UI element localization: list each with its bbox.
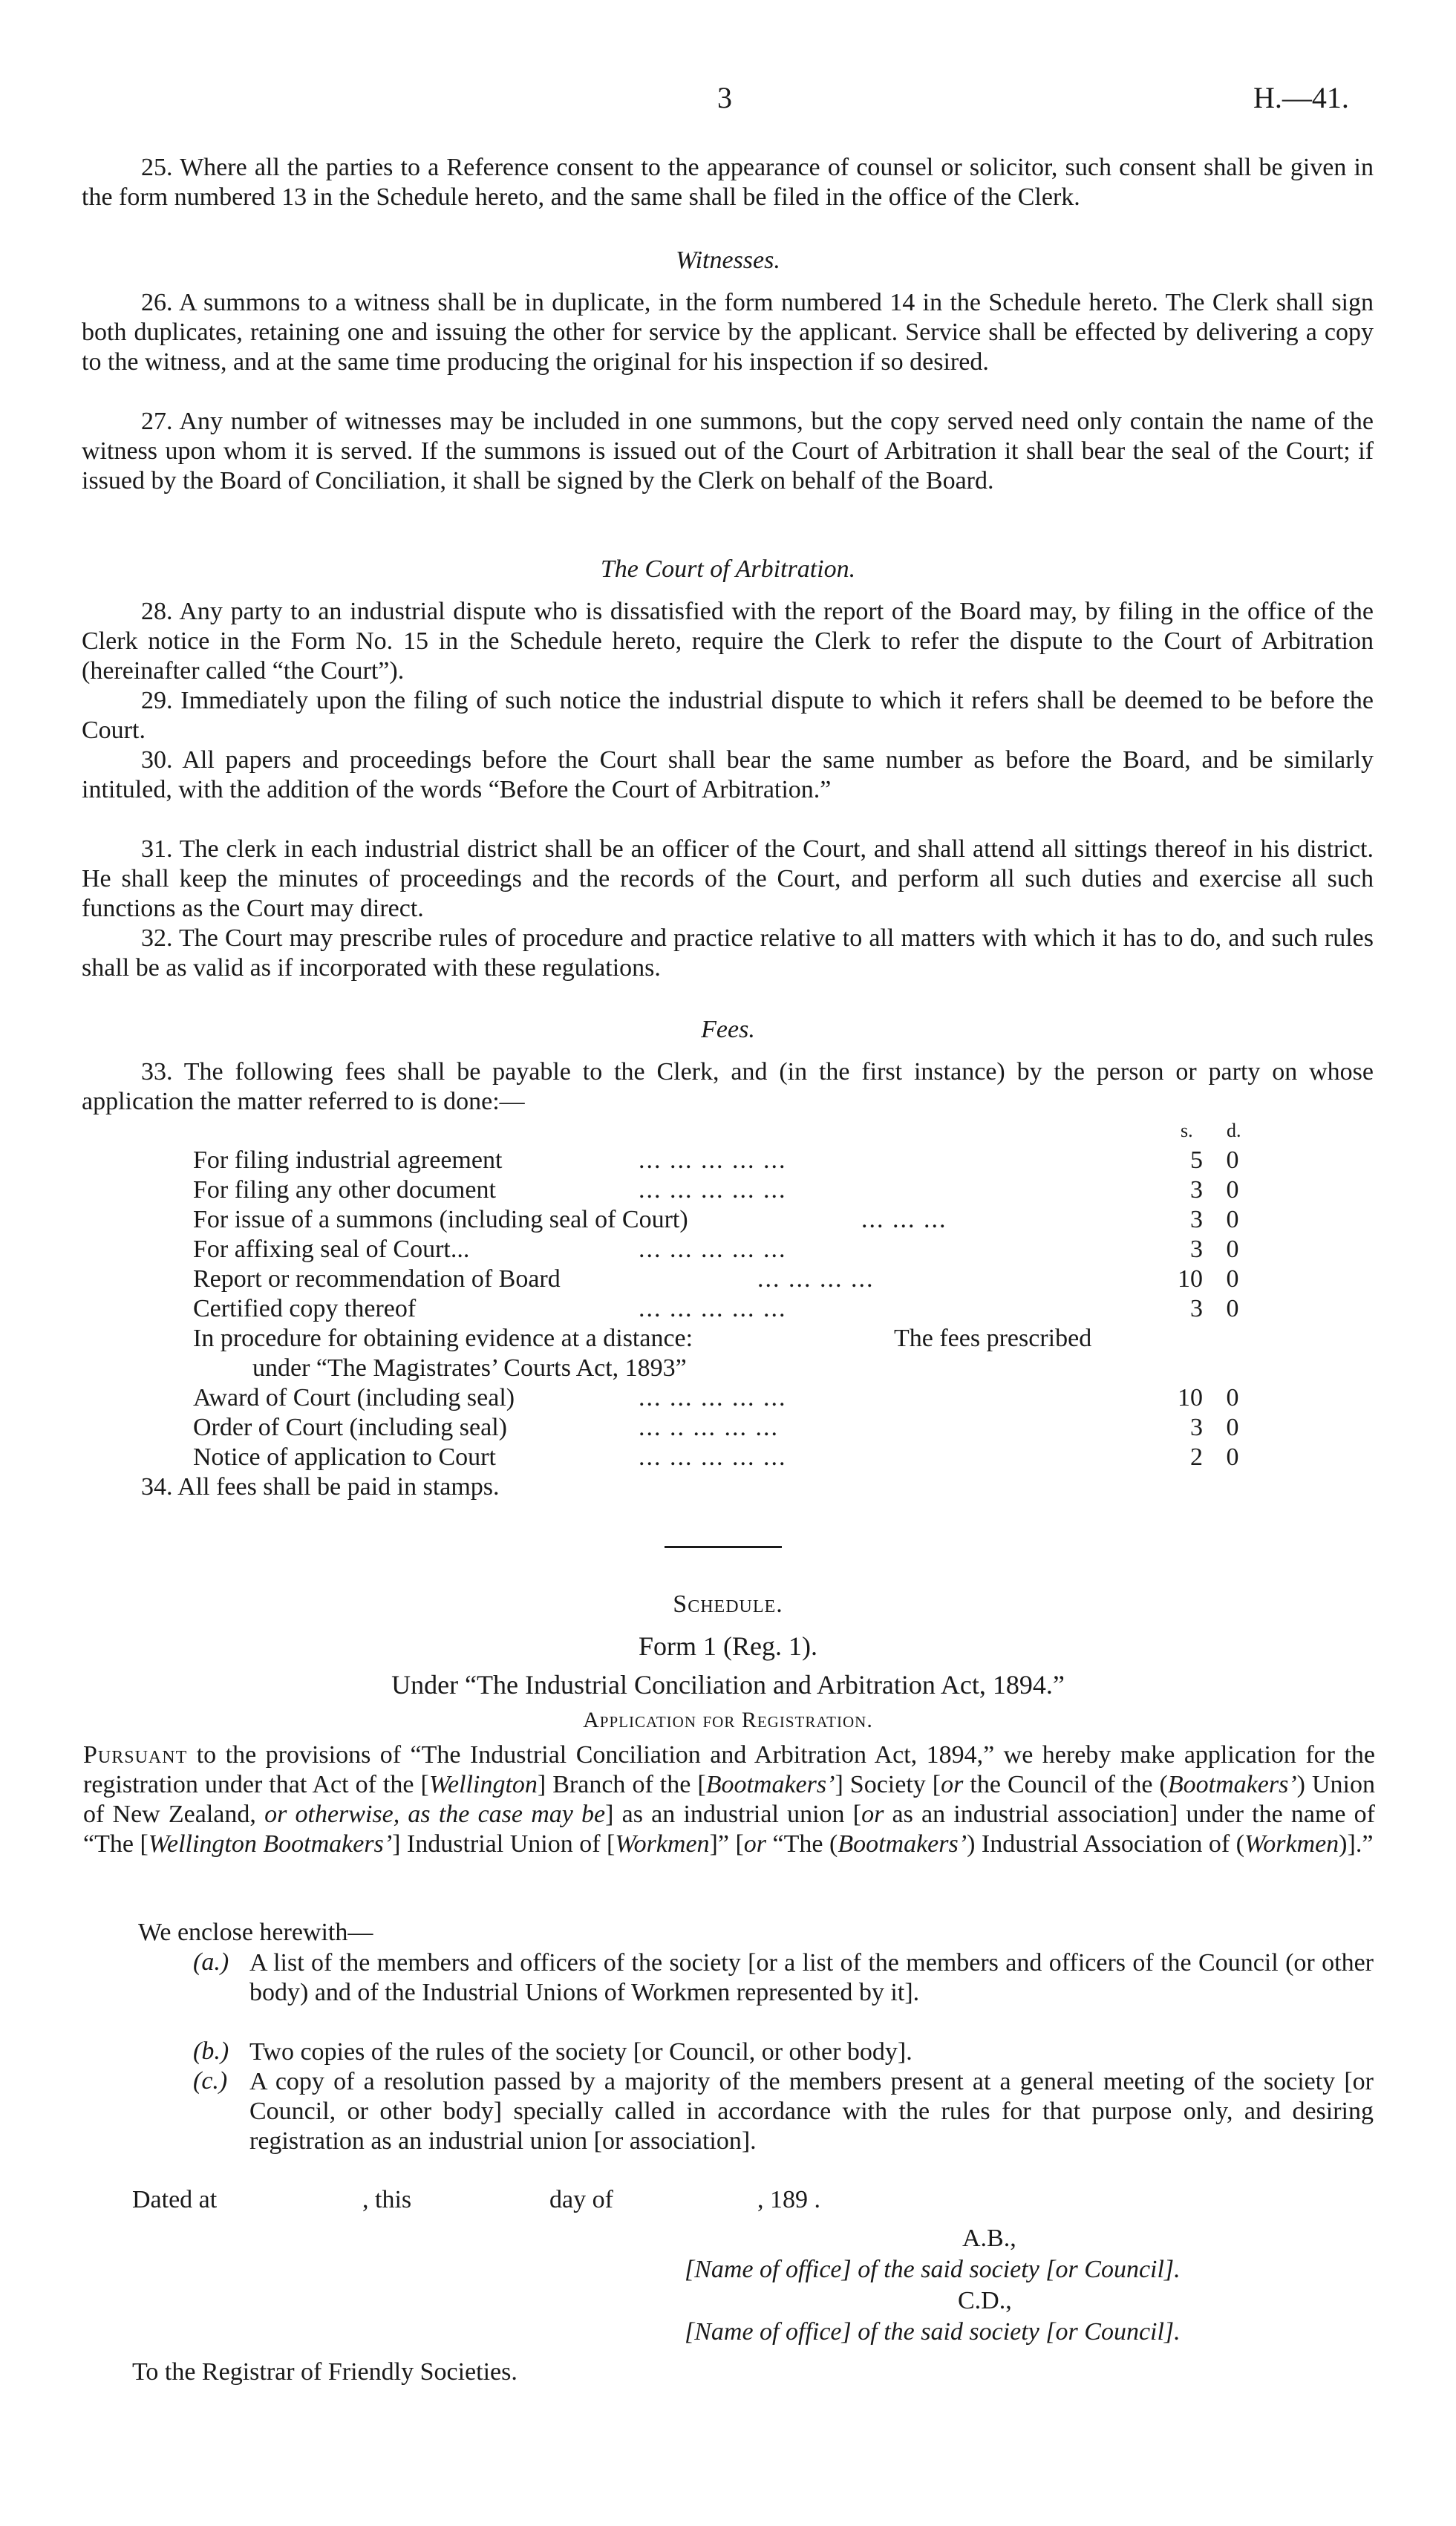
regulation-32 [82, 924, 1374, 983]
signatory-ab-office: [Name of office] of the said society [or Council]. [685, 2256, 1181, 2283]
signatory-cd: C.D., [958, 2287, 1012, 2314]
fee-shillings: 3 [1190, 1176, 1203, 1204]
application-text: or [941, 1771, 964, 1798]
application-text: Bootmakers’ [838, 1830, 967, 1858]
fee-row [193, 1414, 1270, 1443]
regulation-34: 34. All fees shall be paid in stamps. [141, 1473, 500, 1501]
application-text: to the provisions of “The Industrial Conciliation and Arbitration Act, 1894,” we hereby make application for the registration under that Act of the [ [83, 1741, 1375, 1798]
application-text: )].” [1339, 1830, 1374, 1858]
regulation-29-text: 29. Immediately upon the filing of such notice the industrial dispute to which it refers shall be deemed to be before the Court. [82, 687, 1374, 744]
fee-pence: 0 [1226, 1236, 1239, 1263]
application-text: ] as an industrial union [ [605, 1801, 862, 1828]
fee-leader: ... ... ... ... ... [639, 1176, 787, 1204]
fee-label: For issue of a summons (including seal of Court) [193, 1206, 688, 1233]
fee-label: For affixing seal of Court... [193, 1236, 470, 1263]
application-text: ] Branch of the [ [537, 1771, 706, 1798]
fee-leader: ... ... ... ... ... [639, 1384, 787, 1412]
application-text: ]” [ [709, 1830, 744, 1858]
fee-label: Certified copy thereof [193, 1295, 417, 1322]
fees-col-d: d. [1227, 1120, 1241, 1141]
regulation-28 [82, 597, 1374, 686]
fee-leader: ... ... ... [861, 1206, 947, 1233]
regulation-27 [82, 407, 1374, 496]
fee-pence: 0 [1226, 1295, 1239, 1322]
page-number: 3 [717, 81, 732, 114]
application-text: Bootmakers’ [705, 1771, 835, 1798]
fee-shillings: 3 [1190, 1295, 1203, 1322]
fees-col-s: s. [1181, 1120, 1193, 1141]
item-b-marker: (b.) [193, 2037, 229, 2065]
regulation-31 [82, 835, 1374, 924]
fee-row [193, 1236, 1270, 1265]
fee-shillings: 3 [1190, 1206, 1203, 1233]
application-text: Wellington Bootmakers’ [148, 1830, 393, 1858]
application-text: the Council of the ( [963, 1771, 1168, 1798]
fee-label: Report or recommendation of Board [193, 1265, 561, 1293]
fee-row [193, 1384, 1270, 1414]
regulation-25 [82, 153, 1374, 212]
regulation-33-text: 33. The following fees shall be payable to the Clerk, and (in the first instance) by the person or party on whose application the matter referred to is done:— [82, 1058, 1374, 1115]
fee-label: For filing industrial agreement [193, 1146, 503, 1174]
fee-row [193, 1265, 1270, 1295]
fee-label: For filing any other document [193, 1176, 496, 1204]
this-label: , this [362, 2186, 412, 2213]
fee-pence: 0 [1226, 1443, 1239, 1471]
court-heading: The Court of Arbitration. [600, 555, 856, 583]
application-text: as an industrial association] under the name of “The [ [83, 1801, 1375, 1858]
application-text: “The ( [766, 1830, 838, 1858]
document-reference: H.—41. [1253, 81, 1349, 114]
fee-row [193, 1146, 1270, 1176]
application-text: ) Industrial Association of ( [967, 1830, 1244, 1858]
fee-leader: ... ... ... ... ... [639, 1295, 787, 1322]
application-text: Bootmakers’ [1167, 1771, 1297, 1798]
regulation-32-text: 32. The Court may prescribe rules of procedure and practice relative to all matters with which it has to do, and such rules shall be as valid as if incorporated with these regulations. [82, 924, 1374, 982]
fee-row [193, 1176, 1270, 1206]
fee-distance-label-cont: under “The Magistrates’ Courts Act, 1893” [252, 1354, 687, 1382]
pursuant-word: Pursuant [83, 1741, 188, 1769]
fee-pence: 0 [1226, 1384, 1239, 1412]
regulation-31-text: 31. The clerk in each industrial district shall be an officer of the Court, and shall attend all sittings thereof in his district. He shall keep the minutes of proceedings and the records of the Court, and perform all such duties and exercise all such functions as the Court may direct. [82, 835, 1374, 922]
fee-distance-value: The fees prescribed [894, 1325, 1092, 1352]
fee-pence: 0 [1226, 1414, 1239, 1441]
application-text: ] Society [ [835, 1771, 941, 1798]
item-c-marker: (c.) [193, 2067, 228, 2095]
regulation-27-text: 27. Any number of witnesses may be included in one summons, but the copy served need only contain the name of the witness upon whom it is served. If the summons is issued out of the Court of Arbitration it shall bear the seal of the Court; if issued by the Board of Conciliation, it shall be signed by the Clerk on behalf of the Board. [82, 408, 1374, 495]
schedule-title: Schedule. [673, 1590, 783, 1618]
item-c-text: A copy of a resolution passed by a majority of the members present at a general meeting of the society [or Council, or other body] specially called in accordance with the rules for that purpose only, and desiring registration as an industrial union [or association]. [249, 2068, 1374, 2155]
application-text: or otherwise, as the case may be [264, 1801, 606, 1828]
fee-shillings: 3 [1190, 1414, 1203, 1441]
fee-label: Order of Court (including seal) [193, 1414, 507, 1441]
application-text: Workmen [1244, 1830, 1339, 1858]
fee-label: Award of Court (including seal) [193, 1384, 515, 1412]
fee-row [193, 1206, 1270, 1236]
application-text: or [861, 1801, 884, 1828]
fee-label: Notice of application to Court [193, 1443, 496, 1471]
fee-pence: 0 [1226, 1146, 1239, 1174]
fee-leader: ... ... ... ... ... [639, 1146, 787, 1174]
item-b-text: Two copies of the rules of the society [or Council, or other body]. [249, 2038, 913, 2066]
application-title: Application for Registration. [583, 1708, 873, 1732]
application-text: or [743, 1830, 767, 1858]
fee-shillings: 3 [1190, 1236, 1203, 1263]
regulation-29 [82, 686, 1374, 745]
fee-leader: ... .. ... ... ... [639, 1414, 779, 1441]
regulation-28-text: 28. Any party to an industrial dispute who is dissatisfied with the report of the Board may, by filing in the office of the Clerk notice in the Form No. 15 in the Schedule hereto, require the Clerk to refer the dispute to the Court of Arbitration (hereinafter called “the Court”). [82, 598, 1374, 685]
regulation-30 [82, 745, 1374, 805]
fee-leader: ... ... ... ... ... [639, 1236, 787, 1263]
addressee: To the Registrar of Friendly Societies. [132, 2358, 518, 2386]
fee-shillings: 10 [1178, 1265, 1203, 1293]
signatory-ab: A.B., [962, 2225, 1016, 2252]
regulation-30-text: 30. All papers and proceedings before the Court shall bear the same number as before the Board, and be similarly intituled, with the addition of the words “Before the Court of Arbitration.” [82, 746, 1374, 803]
item-a-text: A list of the members and officers of the society [or a list of the members and officers of the Council (or other body) and of the Industrial Unions of Workmen represented by it]. [249, 1949, 1374, 2006]
application-body [83, 1740, 1375, 1859]
application-text: ] Industrial Union of [ [392, 1830, 616, 1858]
fee-shillings: 5 [1190, 1146, 1203, 1174]
fee-pence: 0 [1226, 1176, 1239, 1204]
fee-shillings: 2 [1190, 1443, 1203, 1471]
fee-row [193, 1295, 1270, 1325]
fee-pence: 0 [1226, 1206, 1239, 1233]
fee-leader: ... ... ... ... ... [639, 1443, 787, 1471]
fee-shillings: 10 [1178, 1384, 1203, 1412]
regulation-25-text: 25. Where all the parties to a Reference consent to the appearance of counsel or solicitor, such consent shall be given in the form numbered 13 in the Schedule hereto, and the same shall be filed in the office of the Clerk. [82, 154, 1374, 211]
dated-at-label: Dated at [132, 2186, 218, 2213]
application-text: Workmen [615, 1830, 710, 1858]
witnesses-heading: Witnesses. [676, 247, 780, 274]
application-text: ) Union of New Zealand, [83, 1771, 1375, 1828]
schedule-form: Form 1 (Reg. 1). [639, 1631, 817, 1661]
fee-pence: 0 [1226, 1265, 1239, 1293]
item-a-marker: (a.) [193, 1948, 229, 1976]
regulation-33 [82, 1057, 1374, 1117]
enclose-line: We enclose herewith— [138, 1919, 373, 1946]
schedule-under: Under “The Industrial Conciliation and Arbitration Act, 1894.” [391, 1670, 1065, 1700]
application-text: Wellington [428, 1771, 538, 1798]
signatory-cd-office: [Name of office] of the said society [or Council]. [685, 2318, 1181, 2346]
section-divider [665, 1546, 782, 1548]
fees-heading: Fees. [701, 1016, 755, 1043]
regulation-26 [82, 288, 1374, 377]
day-of-label: day of [549, 2186, 613, 2213]
year-label: , 189 . [757, 2186, 820, 2213]
fee-row [193, 1443, 1270, 1473]
regulation-26-text: 26. A summons to a witness shall be in duplicate, in the form numbered 14 in the Schedule hereto. The Clerk shall sign both duplicates, retaining one and issuing the other for service by the applicant. Service shall be effected by delivering a copy to the witness, and at the same time producing the original for his inspection if so desired. [82, 289, 1374, 376]
fee-distance-label: In procedure for obtaining evidence at a distance: [193, 1325, 693, 1352]
fee-leader: ... ... ... ... [757, 1265, 875, 1293]
